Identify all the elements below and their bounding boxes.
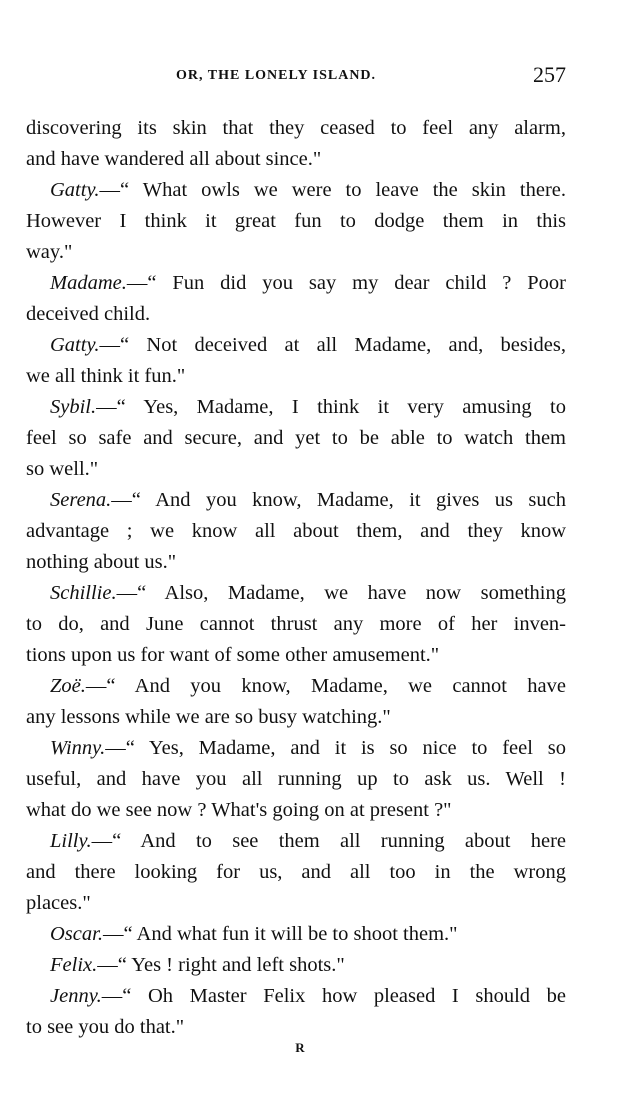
line-text: —“ And you know, Madame, we cannot have bbox=[85, 675, 566, 697]
line-text: to see you do that." bbox=[26, 1016, 185, 1038]
speaker-name: Gatty. bbox=[50, 179, 100, 201]
line-text: —“ Also, Madame, we have now something bbox=[116, 582, 566, 604]
speaker-name: Madame. bbox=[50, 272, 127, 294]
line-text: —“ Not deceived at all Madame, and, besides, bbox=[99, 334, 566, 356]
line-text: —“ Fun did you say my dear child ? Poor bbox=[126, 272, 566, 294]
speaker-name: Lilly. bbox=[50, 830, 92, 852]
text-line bbox=[26, 857, 566, 888]
text-line bbox=[26, 826, 566, 857]
speaker-name: Jenny. bbox=[50, 985, 102, 1007]
line-text: However I think it great fun to dodge them in this bbox=[26, 210, 566, 232]
line-text: places." bbox=[26, 892, 91, 914]
text-line bbox=[26, 516, 566, 547]
line-text: we all think it fun." bbox=[26, 365, 186, 387]
text-line bbox=[26, 206, 566, 237]
text-line bbox=[26, 485, 566, 516]
line-text: advantage ; we know all about them, and they know bbox=[26, 520, 566, 542]
text-line bbox=[26, 547, 566, 578]
line-text: and there looking for us, and all too in the wrong bbox=[26, 861, 566, 883]
text-line bbox=[26, 950, 566, 981]
line-text: nothing about us." bbox=[26, 551, 177, 573]
text-line bbox=[26, 299, 566, 330]
text-line bbox=[26, 237, 566, 268]
speaker-name: Sybil. bbox=[50, 396, 97, 418]
text-line bbox=[26, 795, 566, 826]
signature-mark: R bbox=[295, 1040, 305, 1055]
line-text: feel so safe and secure, and yet to be able to watch them bbox=[26, 427, 566, 449]
text-line bbox=[26, 423, 566, 454]
text-line bbox=[26, 392, 566, 423]
speaker-name: Serena. bbox=[50, 489, 112, 511]
speaker-name: Felix. bbox=[50, 954, 98, 976]
speaker-name: Schillie. bbox=[50, 582, 117, 604]
text-line bbox=[26, 609, 566, 640]
line-text: any lessons while we are so busy watching." bbox=[26, 706, 391, 728]
line-text: —“ And to see them all running about here bbox=[91, 830, 566, 852]
text-line bbox=[26, 702, 566, 733]
line-text: discovering its skin that they ceased to feel any alarm, bbox=[26, 117, 566, 139]
text-line bbox=[26, 361, 566, 392]
speaker-name: Oscar. bbox=[50, 923, 103, 945]
line-text: to do, and June cannot thrust any more of her inven- bbox=[26, 613, 566, 635]
text-line bbox=[26, 144, 566, 175]
text-line bbox=[26, 578, 566, 609]
line-text: tions upon us for want of some other amusement." bbox=[26, 644, 440, 666]
running-header bbox=[26, 62, 566, 92]
text-line bbox=[26, 268, 566, 299]
text-line bbox=[26, 175, 566, 206]
line-text: and have wandered all about since." bbox=[26, 148, 322, 170]
text-line bbox=[26, 640, 566, 671]
line-text: —“ Oh Master Felix how pleased I should be bbox=[101, 985, 566, 1007]
line-text: —“ Yes, Madame, and it is so nice to feel so bbox=[105, 737, 566, 759]
line-text: —“ Yes, Madame, I think it very amusing to bbox=[96, 396, 566, 418]
text-line bbox=[26, 764, 566, 795]
text-line bbox=[26, 733, 566, 764]
text-line bbox=[26, 454, 566, 485]
line-text: what do we see now ? What's going on at present ?" bbox=[26, 799, 452, 821]
line-text: useful, and have you all running up to ask us. Well ! bbox=[26, 768, 566, 790]
line-text: —“ What owls we were to leave the skin there. bbox=[99, 179, 566, 201]
body-text bbox=[26, 113, 566, 1043]
line-text: way." bbox=[26, 241, 73, 263]
text-line bbox=[26, 1012, 566, 1043]
text-line bbox=[26, 919, 566, 950]
text-line bbox=[26, 330, 566, 361]
line-text: so well." bbox=[26, 458, 99, 480]
running-title: OR, THE LONELY ISLAND. bbox=[176, 68, 377, 83]
speaker-name: Gatty. bbox=[50, 334, 100, 356]
line-text: deceived child. bbox=[26, 303, 151, 325]
page-number: 257 bbox=[533, 62, 566, 87]
line-text: —“ And you know, Madame, it gives us such bbox=[111, 489, 566, 511]
speaker-name: Winny. bbox=[50, 737, 106, 759]
line-text: —“ And what fun it will be to shoot them." bbox=[102, 923, 458, 945]
text-line bbox=[26, 113, 566, 144]
speaker-name: Zoë. bbox=[50, 675, 86, 697]
text-line bbox=[26, 888, 566, 919]
text-line bbox=[26, 671, 566, 702]
line-text: —“ Yes ! right and left shots." bbox=[97, 954, 345, 976]
text-line bbox=[26, 981, 566, 1012]
